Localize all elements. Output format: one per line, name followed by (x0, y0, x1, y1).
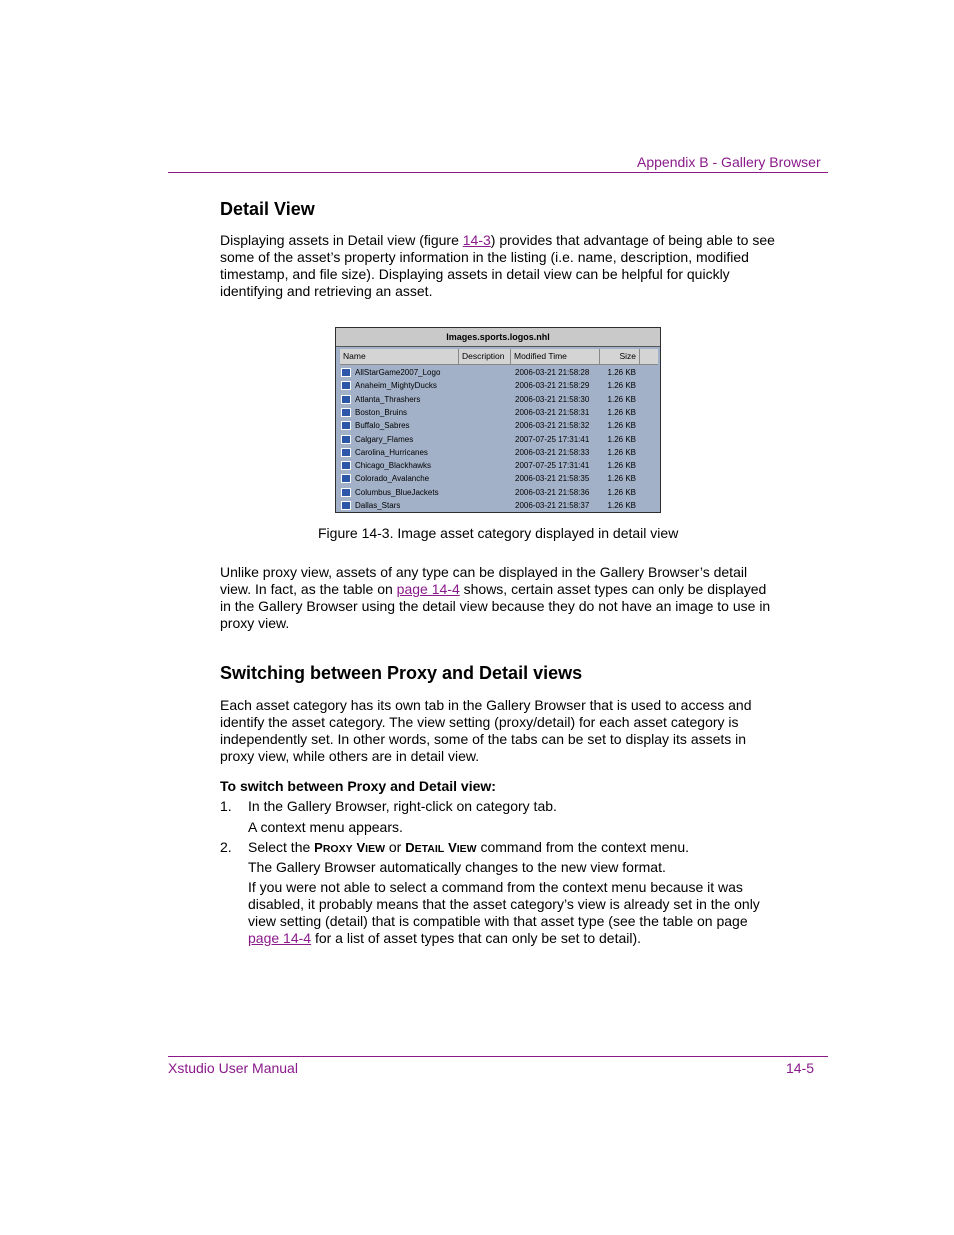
text-run: P (314, 840, 323, 855)
cell-size: 1.26 KB (607, 381, 636, 391)
table-row[interactable] (340, 406, 658, 419)
procedure-title: To switch between Proxy and Detail view: (220, 778, 496, 794)
step-number: 2. (220, 839, 232, 855)
image-file-icon (341, 488, 351, 497)
text-run: ETAIL (414, 843, 445, 855)
figure-caption: Figure 14-3. Image asset category displayed in detail view (318, 525, 679, 541)
cell-size: 1.26 KB (607, 474, 636, 484)
text-run: If you were not able to select a command from the context menu because it was disabled, it probably means that the asset category’s view is already set in the only view setting (detail) that is compatible with that asset type (see the table on page (248, 879, 760, 929)
image-file-icon (341, 381, 351, 390)
cell-modified-time: 2007-07-25 17:31:41 (515, 434, 590, 444)
table-row[interactable] (340, 419, 658, 432)
text-run: command from the context menu. (476, 839, 690, 855)
column-header-name[interactable]: Name (340, 349, 459, 364)
table-row[interactable] (340, 366, 658, 379)
text-run: ) provides that advantage of being able to see some of the asset’s property information in the listing (i.e. name, description, modified timestamp, and file size). Displaying assets in detail view can be helpful for quickly identifying and retrieving an asset. (220, 232, 775, 299)
cell-modified-time: 2006-03-21 21:58:30 (515, 394, 590, 404)
cell-name: AllStarGame2007_Logo (355, 368, 441, 377)
proxy-detail-paragraph (220, 564, 780, 632)
text-run: V (448, 840, 457, 855)
text-run: Select the (248, 839, 315, 855)
footer-rule (168, 1056, 828, 1057)
image-file-icon (341, 501, 351, 510)
figure-link[interactable]: 14-3 (462, 232, 491, 248)
cell-size: 1.26 KB (607, 394, 636, 404)
text-run: IEW (456, 843, 477, 855)
cell-modified-time: 2006-03-21 21:58:29 (515, 381, 590, 391)
section-heading-switching: Switching between Proxy and Detail views (220, 663, 583, 683)
image-file-icon (341, 421, 351, 430)
cell-name: Atlanta_Thrashers (355, 394, 421, 404)
table-row[interactable] (340, 486, 658, 499)
cell-name: Columbus_BlueJackets (355, 487, 439, 497)
column-header-size[interactable]: Size (600, 349, 640, 364)
cell-size: 1.26 KB (607, 487, 636, 497)
text-run: for a list of asset types that can only be set to detail). (311, 930, 642, 946)
cell-name: Calgary_Flames (355, 434, 414, 444)
step-1-text: In the Gallery Browser, right-click on category tab. (248, 798, 557, 814)
image-file-icon (341, 368, 351, 377)
column-header-row (340, 349, 658, 365)
detail-view-paragraph (220, 232, 780, 300)
cell-modified-time: 2006-03-21 21:58:32 (515, 421, 590, 431)
table-row[interactable] (340, 433, 658, 446)
cell-size: 1.26 KB (607, 434, 636, 444)
step-2-text (248, 839, 689, 855)
image-file-icon (341, 395, 351, 404)
cell-modified-time: 2006-03-21 21:58:37 (515, 501, 590, 510)
text-run: D (405, 840, 415, 855)
text-run: ROXY (322, 843, 353, 855)
footer-page-number: 14-5 (786, 1060, 815, 1076)
cell-name: Carolina_Hurricanes (355, 447, 428, 457)
column-header-modified-time[interactable]: Modified Time (511, 349, 600, 364)
cell-size: 1.26 KB (607, 461, 636, 471)
table-row[interactable] (340, 459, 658, 472)
cell-size: 1.26 KB (607, 447, 636, 457)
step-1-result: A context menu appears. (248, 819, 403, 835)
header-rule (168, 172, 828, 173)
image-file-icon (341, 461, 351, 470)
text-run: Displaying assets in Detail view (figure (220, 232, 463, 248)
footer-manual-title: Xstudio User Manual (168, 1060, 298, 1076)
text-run: IEW (365, 843, 385, 855)
step-2-note (248, 879, 780, 947)
text-run: V (356, 840, 366, 855)
running-header: Appendix B - Gallery Browser (637, 154, 821, 170)
cell-modified-time: 2006-03-21 21:58:35 (515, 474, 590, 484)
cell-name: Boston_Bruins (355, 407, 408, 417)
cell-size: 1.26 KB (607, 501, 636, 510)
text-run: or (385, 839, 406, 855)
section-heading-detail-view: Detail View (220, 199, 315, 219)
cell-name: Chicago_Blackhawks (355, 461, 432, 471)
column-header-description[interactable]: Description (459, 349, 511, 364)
cell-size: 1.26 KB (607, 407, 636, 417)
table-row[interactable] (340, 499, 658, 512)
cell-size: 1.26 KB (607, 368, 636, 377)
detail-view-figure (335, 327, 661, 513)
image-file-icon (341, 448, 351, 457)
table-row[interactable] (340, 379, 658, 392)
table-row[interactable] (340, 472, 658, 485)
table-row[interactable] (340, 393, 658, 406)
switching-paragraph: Each asset category has its own tab in the Gallery Browser that is used to access and identify the asset category. The view setting (proxy/detail) for each asset category is independently set. In other words, some of the tabs can be set to display its assets in proxy view, while others are in detail view. (220, 697, 752, 764)
scroll-track[interactable] (654, 366, 656, 506)
figure-window-title: Images.sports.logos.nhl (336, 328, 660, 347)
cell-modified-time: 2006-03-21 21:58:36 (515, 487, 590, 497)
image-file-icon (341, 435, 351, 444)
text-run: shows, certain asset types can only be displayed in the Gallery Browser using the detail view because they do not have an image to use in proxy view. (220, 581, 771, 631)
image-file-icon (341, 408, 351, 417)
cell-modified-time: 2006-03-21 21:58:33 (515, 447, 590, 457)
text-run: Unlike proxy view, assets of any type can be displayed in the Gallery Browser’s detail view. In fact, as the table on (220, 564, 748, 597)
image-file-icon (341, 474, 351, 483)
cell-modified-time: 2006-03-21 21:58:28 (515, 368, 590, 377)
step-2-result: The Gallery Browser automatically changes to the new view format. (248, 859, 666, 875)
cell-modified-time: 2006-03-21 21:58:31 (515, 407, 590, 417)
cell-name: Dallas_Stars (355, 501, 401, 510)
cell-name: Colorado_Avalanche (355, 474, 430, 484)
table-row[interactable] (340, 446, 658, 459)
page-link[interactable]: page 14-4 (396, 581, 460, 597)
cell-modified-time: 2007-07-25 17:31:41 (515, 461, 590, 471)
cell-name: Buffalo_Sabres (355, 421, 410, 431)
page-link[interactable]: page 14-4 (248, 930, 312, 946)
cell-size: 1.26 KB (607, 421, 636, 431)
step-number: 1. (220, 798, 232, 814)
cell-name: Anaheim_MightyDucks (355, 381, 437, 391)
